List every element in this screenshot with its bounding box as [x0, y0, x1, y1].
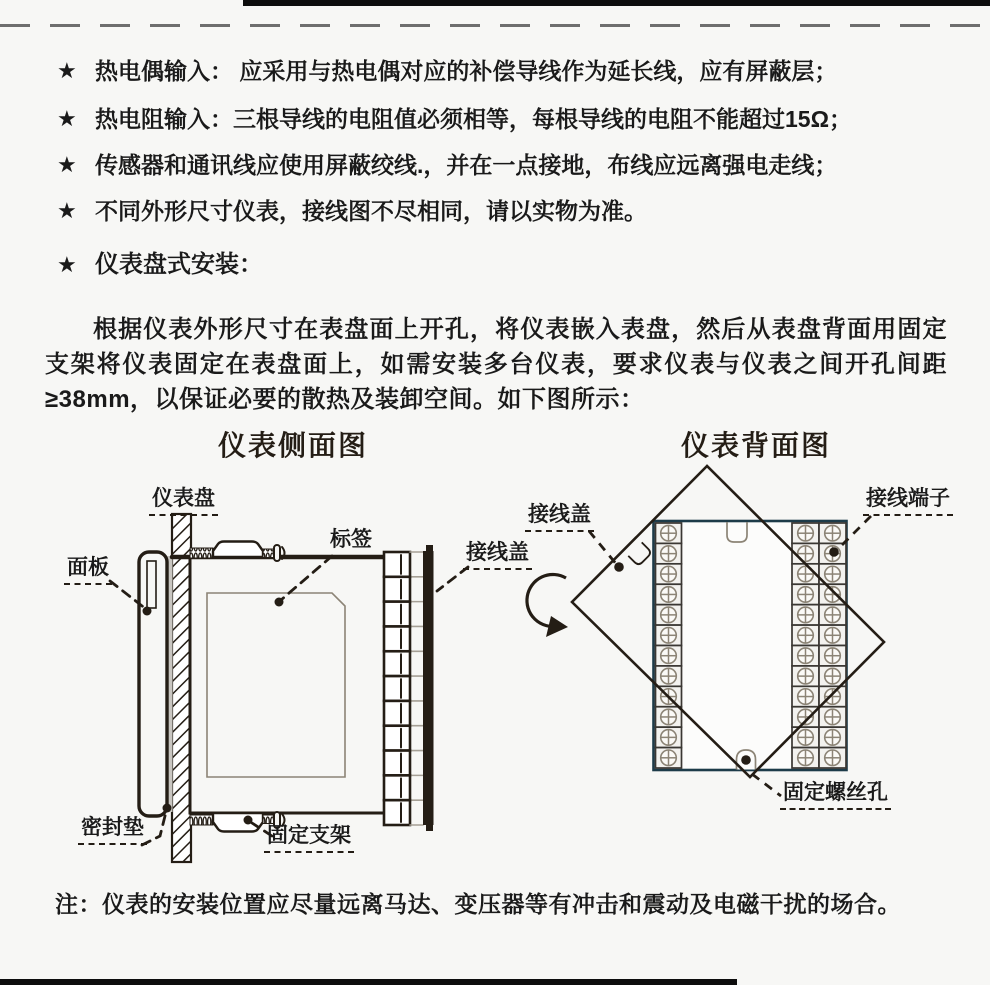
dashed-separator — [0, 24, 990, 27]
side-view-title: 仪表侧面图 — [218, 431, 369, 462]
bullet-rtd — [57, 104, 852, 134]
label-front-panel: 面板 — [64, 556, 112, 585]
star-icon: ★ — [57, 198, 77, 223]
cover-dot — [614, 562, 624, 572]
screw-hole-dot — [741, 755, 751, 765]
section-header-panel-install — [57, 250, 263, 280]
star-icon: ★ — [57, 106, 77, 131]
star-icon: ★ — [57, 58, 77, 83]
mounting-panel-hatch — [172, 514, 191, 862]
label-panel-board: 仪表盘 — [149, 487, 218, 516]
bullet-text: 热电阻输入：三根导线的电阻值必须相等，每根导线的电阻不能超过15Ω； — [95, 106, 853, 132]
label-gasket: 密封垫 — [78, 816, 147, 845]
section-header-text: 仪表盘式安装： — [95, 251, 263, 278]
bullet-text: 热电偶输入： 应采用与热电偶对应的补偿导线作为延长线，应有屏蔽层； — [95, 58, 838, 84]
side-view-drawing — [110, 514, 468, 862]
bullet-thermocouple — [57, 56, 837, 86]
cover-clip — [628, 542, 652, 566]
tag-dot — [275, 598, 284, 607]
label-bracket: 固定支架 — [264, 824, 354, 853]
bullet-text: 传感器和通讯线应使用屏蔽绞线.，并在一点接地，布线应远离强电走线； — [95, 152, 838, 178]
cover-leader — [589, 531, 617, 565]
rotation-arrow-icon — [527, 574, 568, 637]
gasket-dot — [163, 804, 172, 813]
star-icon: ★ — [57, 152, 77, 177]
top-crop-mark — [243, 0, 990, 6]
bottom-note: 注：仪表的安装位置应尽量远离马达、变压器等有冲击和震动及电磁干扰的场合。 — [55, 891, 901, 917]
label-wiring-cover-side: 接线盖 — [463, 541, 532, 570]
star-icon: ★ — [57, 252, 77, 277]
wiring-cover-leader — [437, 567, 468, 591]
label-tag: 标签 — [327, 528, 375, 557]
ladder-cells — [384, 552, 423, 825]
label-wiring-cover-back: 接线盖 — [525, 503, 594, 532]
bullet-text: 不同外形尺寸仪表，接线图不尽相同，请以实物为准。 — [95, 198, 647, 224]
bottom-crop-mark — [0, 979, 737, 985]
bullet-wiring-diagram — [57, 196, 647, 226]
label-screw-hole: 固定螺丝孔 — [780, 781, 891, 810]
back-view-title: 仪表背面图 — [681, 431, 832, 462]
front-panel-dot — [143, 607, 152, 616]
side-wiring-cover — [423, 545, 434, 831]
bullet-shielding — [57, 150, 837, 180]
install-paragraph: 根据仪表外形尺寸在表盘面上开孔，将仪表嵌入表盘，然后从表盘背面用固定支架将仪表固定在表盘面上，如需安装多台仪表，要求仪表与仪表之间开孔间距≥38mm，以保证必要的散热及装卸空间。如下图所示： — [45, 316, 947, 413]
instrument-body — [190, 557, 387, 813]
label-terminals: 接线端子 — [863, 487, 953, 516]
terminals-dot — [829, 547, 839, 557]
screw-hole-leader — [752, 774, 781, 796]
front-bezel — [139, 552, 167, 816]
